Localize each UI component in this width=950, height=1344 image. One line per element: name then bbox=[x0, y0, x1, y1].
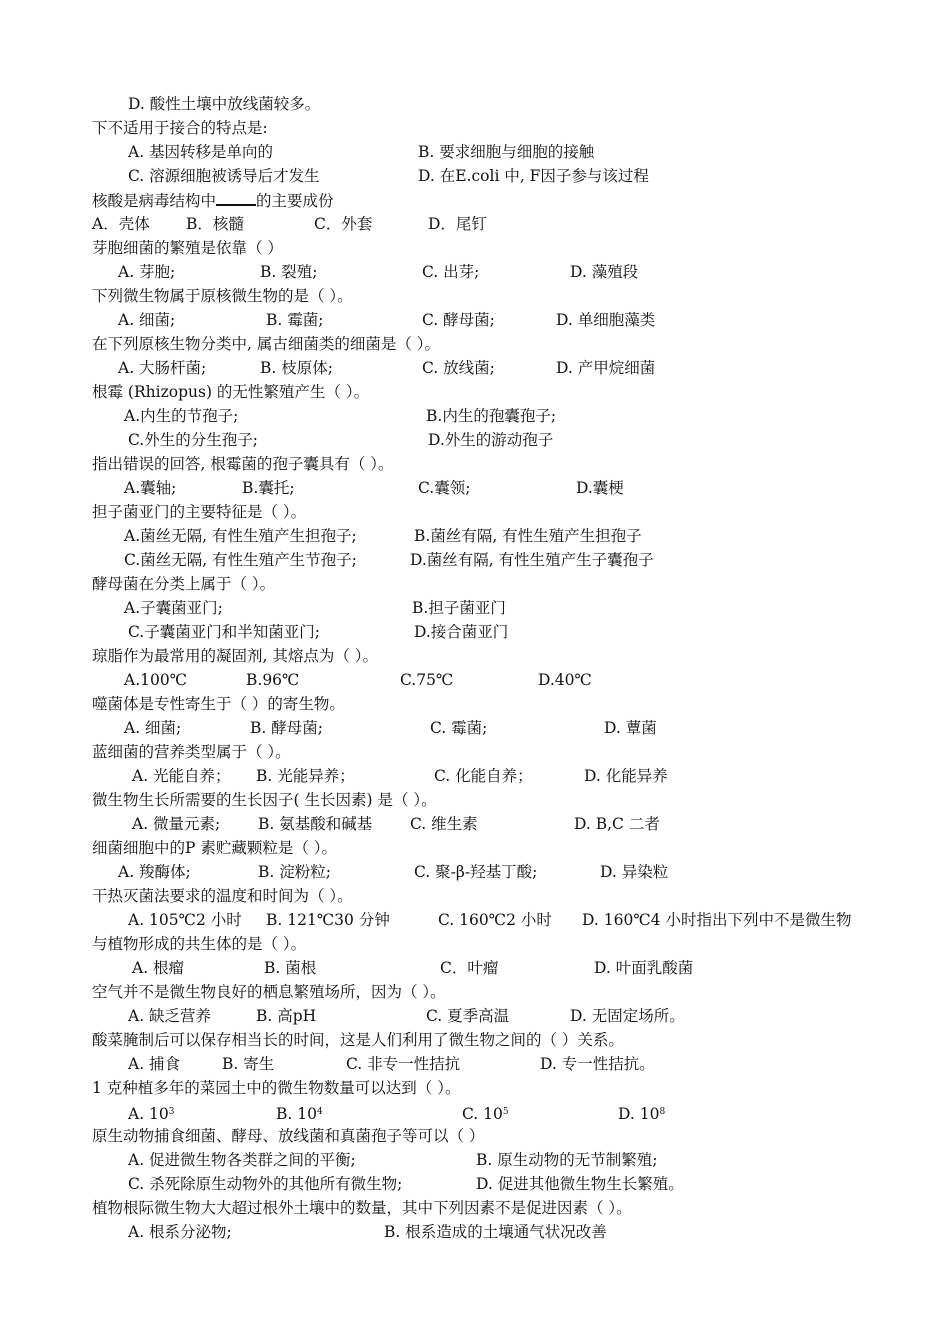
question-line: 植物根际微生物大大超过根外土壤中的数量，其中下列因素不是促进因素（ ）。 bbox=[92, 1199, 632, 1217]
option-b: B．核髓 bbox=[186, 215, 244, 233]
option-d: D. 单细胞藻类 bbox=[556, 311, 656, 329]
option-a: A. 捕食 bbox=[128, 1055, 181, 1073]
question-line: 原生动物捕食细菌、酵母、放线菌和真菌孢子等可以（ ） bbox=[92, 1127, 485, 1145]
option-d: D. 异染粒 bbox=[600, 863, 669, 881]
option-c: C. 酵母菌; bbox=[422, 311, 495, 329]
option-c: C. 化能自养； bbox=[434, 767, 533, 785]
option-a: A. 大肠杆菌; bbox=[118, 359, 207, 377]
option-d: D. 化能异养 bbox=[584, 767, 668, 785]
question-line: 干热灭菌法要求的温度和时间为（ ）。 bbox=[92, 887, 353, 905]
option-c: C. 出芽; bbox=[422, 263, 480, 281]
option-a: A. 促进微生物各类群之间的平衡; bbox=[128, 1151, 356, 1169]
option-b: B. 裂殖; bbox=[260, 263, 318, 281]
question-line bbox=[92, 190, 334, 211]
option-a: A.菌丝无隔, 有性生殖产生担孢子; bbox=[124, 527, 357, 545]
question-line: 在下列原核生物分类中, 属古细菌类的细菌是（ ）。 bbox=[92, 335, 441, 353]
option-b: B.菌丝有隔, 有性生殖产生担孢子 bbox=[414, 527, 642, 545]
question-line: 酵母菌在分类上属于（ ）。 bbox=[92, 575, 276, 593]
option-b: B. 原生动物的无节制繁殖; bbox=[476, 1151, 658, 1169]
option-c: C．外套 bbox=[314, 215, 373, 233]
option-c: C. 160℃2 小时 bbox=[438, 911, 552, 929]
option-c: C. 夏季高温 bbox=[426, 1007, 510, 1025]
option-c: C. 维生素 bbox=[410, 815, 478, 833]
option-a: A. 微量元素; bbox=[132, 815, 221, 833]
option-d bbox=[618, 1102, 665, 1124]
option-b bbox=[276, 1102, 323, 1124]
question-line: 细菌细胞中的P 素贮藏颗粒是（ ）。 bbox=[92, 839, 338, 857]
option-c: C.菌丝无隔, 有性生殖产生节孢子; bbox=[124, 551, 357, 569]
option-d: D.囊梗 bbox=[576, 479, 624, 497]
option-d: D. 叶面乳酸菌 bbox=[594, 959, 694, 977]
option-c: C. 杀死除原生动物外的其他所有微生物; bbox=[128, 1175, 403, 1193]
option-b: B.担子菌亚门 bbox=[412, 599, 506, 617]
option-c: C.外生的分生孢子; bbox=[128, 431, 258, 449]
option-b: B. 高pH bbox=[256, 1007, 317, 1025]
question-text: 的主要成份 bbox=[256, 192, 334, 210]
option-a: A．壳体 bbox=[92, 215, 150, 233]
question-line: 噬菌体是专性寄生于（ ）的寄生物。 bbox=[92, 695, 345, 713]
option-d: D.外生的游动孢子 bbox=[428, 431, 554, 449]
option-d: D.菌丝有隔, 有性生殖产生子囊孢子 bbox=[410, 551, 654, 569]
option-line: D. 酸性土壤中放线菌较多。 bbox=[128, 95, 321, 113]
option-d: D. B,C 二者 bbox=[574, 815, 660, 833]
option-a: A.囊轴; bbox=[124, 479, 177, 497]
question-line: 微生物生长所需要的生长因子( 生长因素) 是（ ）。 bbox=[92, 791, 437, 809]
question-line: 担子菌亚门的主要特征是（ ）。 bbox=[92, 503, 307, 521]
option-b: B. 光能异养； bbox=[256, 767, 355, 785]
question-line: 指出错误的回答, 根霉菌的孢子囊具有（ ）。 bbox=[92, 455, 394, 473]
question-line: 空气并不是微生物良好的栖息繁殖场所，因为（ ）。 bbox=[92, 983, 446, 1001]
option-c: C. 溶源细胞被诱导后才发生 bbox=[128, 167, 320, 185]
option-d: D. 藻殖段 bbox=[570, 263, 639, 281]
option-a: A. 根瘤 bbox=[132, 959, 185, 977]
option-b: B. 菌根 bbox=[264, 959, 317, 977]
question-line: 酸菜腌制后可以保存相当长的时间，这是人们利用了微生物之间的（ ）关系。 bbox=[92, 1031, 624, 1049]
option-text: C. 10 bbox=[462, 1105, 503, 1123]
option-a: A. 缺乏营养 bbox=[128, 1007, 212, 1025]
answer-blank bbox=[216, 190, 256, 206]
option-b: B. 氨基酸和碱基 bbox=[258, 815, 373, 833]
option-d: D. 160℃4 小时指出下列中不是微生物 bbox=[582, 911, 852, 929]
option-d: D. 产甲烷细菌 bbox=[556, 359, 656, 377]
option-b: B. 寄生 bbox=[222, 1055, 275, 1073]
question-line: 琼脂作为最常用的凝固剂, 其熔点为（ ）。 bbox=[92, 647, 379, 665]
option-text: D. 10 bbox=[618, 1105, 660, 1123]
option-c: C.囊领; bbox=[418, 479, 471, 497]
option-d: D.接合菌亚门 bbox=[414, 623, 509, 641]
option-a: A. 细菌; bbox=[118, 311, 176, 329]
option-b: B.96℃ bbox=[246, 671, 300, 689]
option-b: B. 霉菌; bbox=[266, 311, 324, 329]
option-c: C. 放线菌; bbox=[422, 359, 495, 377]
option-d: D.40℃ bbox=[538, 671, 592, 689]
option-c: C.子囊菌亚门和半知菌亚门; bbox=[128, 623, 320, 641]
question-line: 下列微生物属于原核微生物的是（ ）。 bbox=[92, 287, 353, 305]
option-d: D. 在E.coli 中, F因子参与该过程 bbox=[418, 167, 649, 185]
option-c: C. 霉菌; bbox=[430, 719, 488, 737]
option-c: C. 聚-β-羟基丁酸; bbox=[414, 863, 538, 881]
option-a: A. 基因转移是单向的 bbox=[128, 143, 274, 161]
option-d: D. 专一性拮抗。 bbox=[540, 1055, 655, 1073]
option-a: A. 光能自养； bbox=[132, 767, 231, 785]
option-b: B. 根系造成的土壤通气状况改善 bbox=[384, 1223, 607, 1241]
exponent: 5 bbox=[502, 1107, 509, 1117]
question-line: 芽胞细菌的繁殖是依靠（ ） bbox=[92, 239, 283, 257]
option-text: B. 10 bbox=[276, 1105, 317, 1123]
question-line: 与植物形成的共生体的是（ ）。 bbox=[92, 935, 307, 953]
option-b: B. 要求细胞与细胞的接触 bbox=[418, 143, 595, 161]
option-d: D. 蕈菌 bbox=[604, 719, 657, 737]
option-b: B.内生的孢囊孢子; bbox=[426, 407, 557, 425]
option-d: D. 促进其他微生物生长繁殖。 bbox=[476, 1175, 684, 1193]
option-d: D. 无固定场所。 bbox=[570, 1007, 685, 1025]
option-a: A. 细菌; bbox=[124, 719, 182, 737]
option-c: C．叶瘤 bbox=[440, 959, 499, 977]
option-a: A.100℃ bbox=[124, 671, 188, 689]
question-line: 1 克种植多年的菜园土中的微生物数量可以达到（ ）。 bbox=[92, 1079, 461, 1097]
option-c: C. 非专一性拮抗 bbox=[346, 1055, 461, 1073]
option-b: B. 121℃30 分钟 bbox=[266, 911, 390, 929]
option-a: A. 芽胞; bbox=[118, 263, 176, 281]
option-text: A. 10 bbox=[128, 1105, 169, 1123]
question-line: 蓝细菌的营养类型属于（ ）。 bbox=[92, 743, 291, 761]
exponent: 8 bbox=[659, 1107, 666, 1117]
option-b: B. 酵母菌; bbox=[250, 719, 323, 737]
exponent: 4 bbox=[316, 1107, 323, 1117]
option-b: B.囊托; bbox=[242, 479, 295, 497]
option-a: A. 根系分泌物; bbox=[128, 1223, 232, 1241]
question-text: 核酸是病毒结构中 bbox=[92, 192, 217, 210]
question-line: 根霉 (Rhizopus) 的无性繁殖产生（ ）。 bbox=[92, 383, 370, 401]
option-a: A. 羧酶体; bbox=[118, 863, 191, 881]
option-a: A.子囊菌亚门; bbox=[124, 599, 223, 617]
option-a: A. 105℃2 小时 bbox=[128, 911, 242, 929]
option-a bbox=[128, 1102, 175, 1124]
option-c bbox=[462, 1102, 509, 1124]
option-a: A.内生的节孢子; bbox=[124, 407, 239, 425]
question-line: 下不适用于接合的特点是: bbox=[92, 119, 268, 137]
option-b: B. 枝原体; bbox=[260, 359, 333, 377]
exponent: 3 bbox=[168, 1107, 175, 1117]
option-d: D．尾钉 bbox=[428, 215, 487, 233]
option-c: C.75℃ bbox=[400, 671, 454, 689]
option-b: B. 淀粉粒; bbox=[258, 863, 331, 881]
